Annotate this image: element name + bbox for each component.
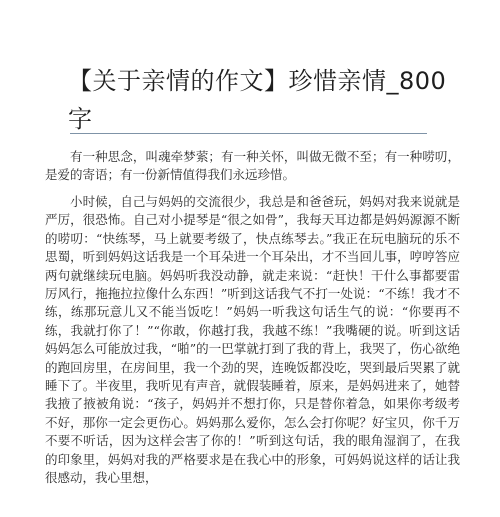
article-intro: [45, 148, 460, 185]
title-divider: [70, 133, 427, 134]
article-story: [45, 193, 460, 488]
article-title: 【关于亲情的作文】珍惜亲情_800字: [68, 67, 447, 133]
story-paragraph: 小时候，自己与妈妈的交流很少，我总是和爸爸玩，妈妈对我来说就是严厉，很恐怖。自己对小提琴是“很之如骨”，我每天耳边都是妈妈源源不断的唠叨：“快练琴，马上就要考级了，快点练琴去。”我正在玩电脑玩的乐不思蜀，听到妈妈这话我是一个耳朵进一个耳朵出，才不当回儿事，哼哼答应两句就继续玩电脑。妈妈听我没动静，就走来说：“赶快！干什么事都要雷厉风行，拖拖拉拉像什么东西！”听到这话我气不打一处说：“不练！我才不练，练那玩意儿又不能当饭吃！”妈妈一听我这句话生气的说：“你要再不练，我就打你了！”“你敢，你越打我，我越不练！”我嘴硬的说。听到这话妈妈怎么可能放过我，“啪”的一巴掌就打到了我的背上，我哭了，伤心欲绝的跑回房里，在房间里，我一个劲的哭，连晚饭都没吃，哭到最后哭累了就睡下了。半夜里，我听见有声音，就假装睡着，原来，是妈妈进来了，她替我掖了掖被角说：“孩子，妈妈并不想打你，只是替你着急，如果你考级考不好，那你一定会更伤心。妈妈那么爱你，怎么会打你呢？好宝贝，你千万不要不听话，因为这样会害了你的！”听到这句话，我的眼角湿润了，在我的印象里，妈妈对我的严格要求是在我心中的形象，可妈妈说这样的话让我很感动，我心里想，: [45, 194, 460, 486]
intro-paragraph: 有一种思念，叫魂牵梦萦；有一种关怀，叫做无微不至；有一种唠叨，是爱的寄语；有一份新情值得我们永远珍惜。: [45, 149, 460, 183]
